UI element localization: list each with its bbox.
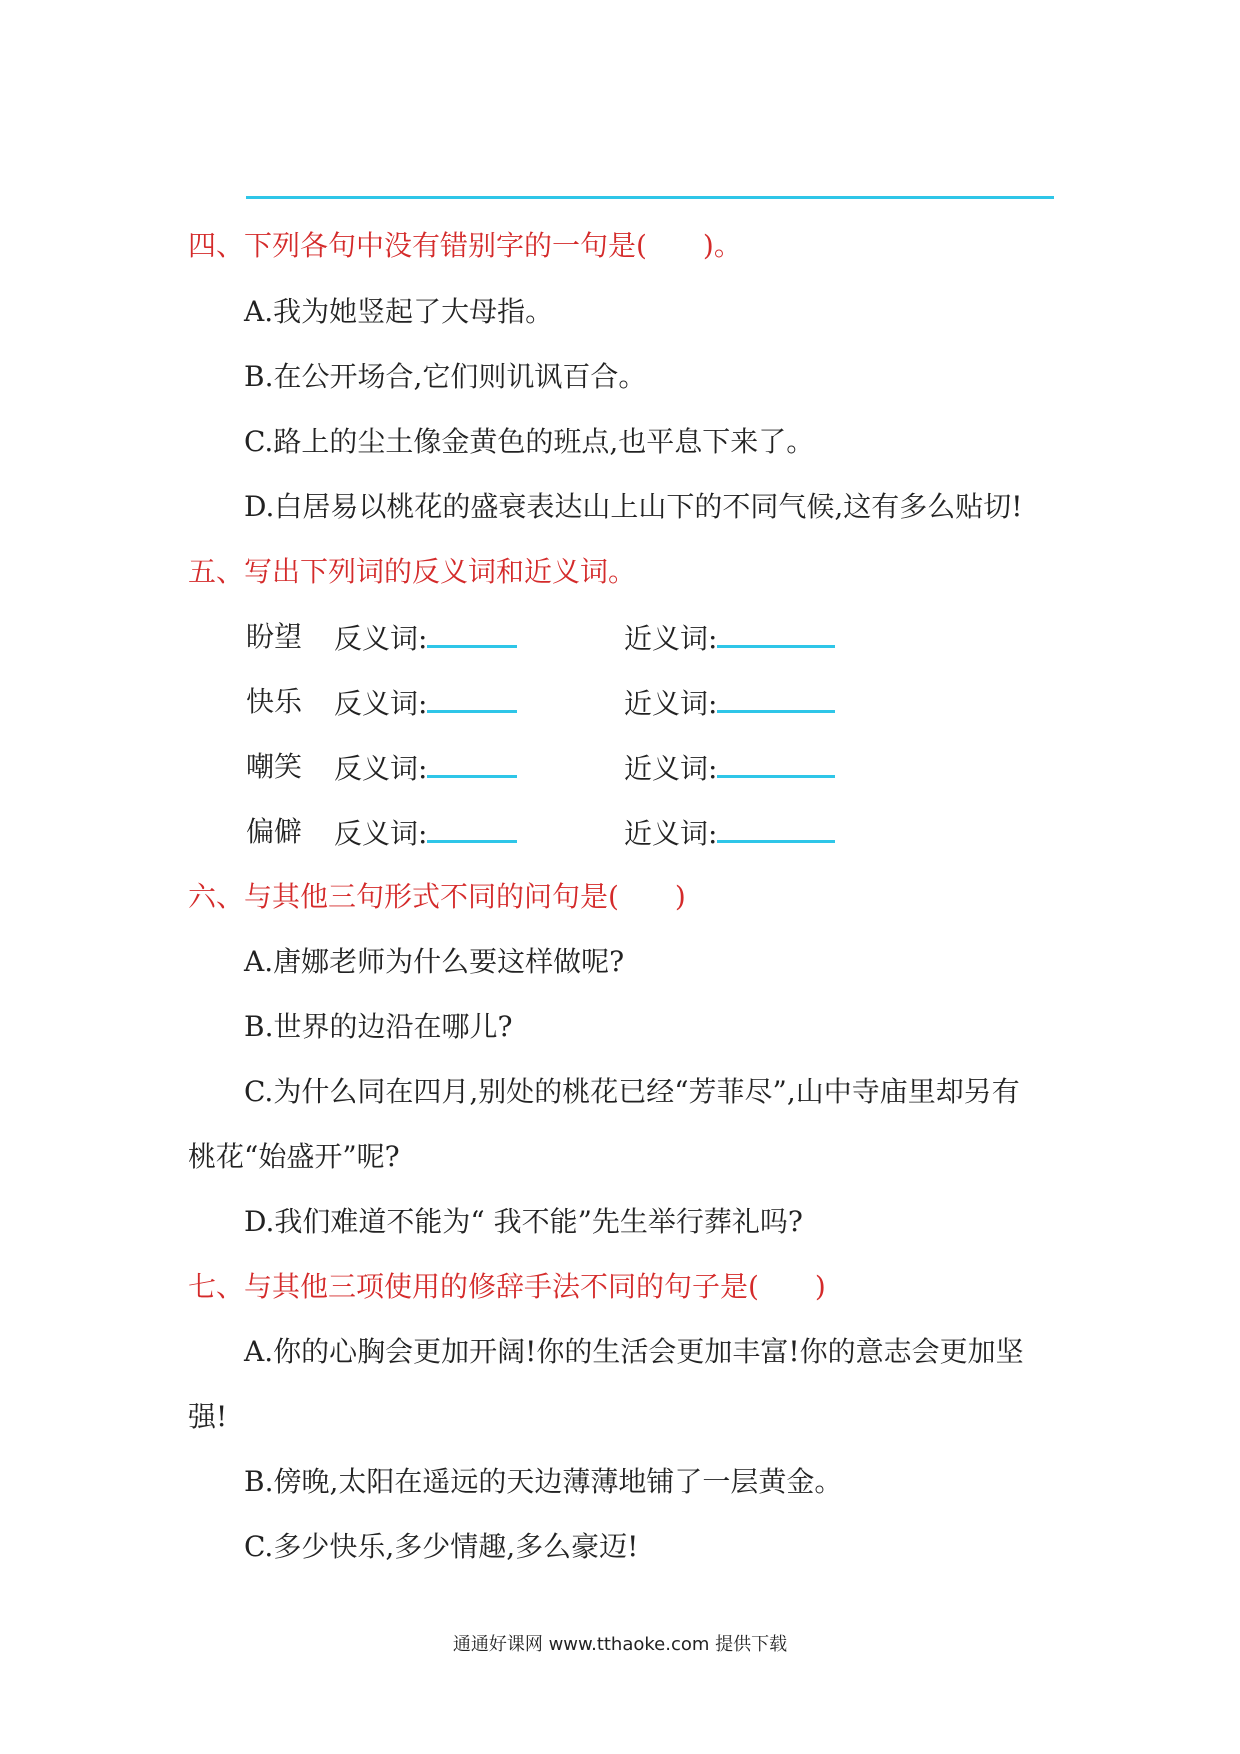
antonym-row-2 (334, 684, 517, 722)
antonym-label: 反义词: (334, 752, 428, 785)
synonym-blank-2[interactable] (717, 684, 835, 713)
section-6-option-c-line-2: 桃花“始盛开”呢? (188, 1140, 400, 1173)
antonym-label: 反义词: (334, 687, 428, 720)
synonym-row-2 (624, 684, 835, 722)
synonym-row-1 (624, 619, 835, 657)
section-4-title: 四、下列各句中没有错别字的一句是( )。 (188, 229, 742, 262)
section-7-title: 七、与其他三项使用的修辞手法不同的句子是( ) (188, 1270, 826, 1303)
antonym-label: 反义词: (334, 622, 428, 655)
antonym-blank-2[interactable] (427, 684, 517, 713)
section-7-option-b: B.傍晚,太阳在遥远的天边薄薄地铺了一层黄金。 (244, 1465, 843, 1498)
antonym-blank-4[interactable] (427, 814, 517, 843)
synonym-blank-4[interactable] (717, 814, 835, 843)
antonym-row-3 (334, 749, 517, 787)
section-7-option-a-line-2: 强! (188, 1400, 228, 1433)
section-4-option-d: D.白居易以桃花的盛衰表达山上山下的不同气候,这有多么贴切! (244, 490, 1023, 523)
synonym-label: 近义词: (624, 687, 718, 720)
section-7-option-a-line-1: A.你的心胸会更加开阔!你的生活会更加丰富!你的意志会更加坚 (244, 1335, 1024, 1368)
section-4-option-a: A.我为她竖起了大母指。 (244, 295, 554, 328)
top-divider-line (246, 196, 1054, 199)
antonym-blank-3[interactable] (427, 749, 517, 778)
synonym-row-4 (624, 814, 835, 852)
word-3: 嘲笑 (246, 750, 303, 783)
synonym-blank-3[interactable] (717, 749, 835, 778)
section-6-option-b: B.世界的边沿在哪儿? (244, 1010, 513, 1043)
antonym-label: 反义词: (334, 817, 428, 850)
word-4: 偏僻 (246, 815, 303, 848)
section-6-option-c-line-1: C.为什么同在四月,别处的桃花已经“芳菲尽”,山中寺庙里却另有 (244, 1075, 1020, 1108)
synonym-blank-1[interactable] (717, 619, 835, 648)
antonym-blank-1[interactable] (427, 619, 517, 648)
synonym-row-3 (624, 749, 835, 787)
section-4-option-b: B.在公开场合,它们则讥讽百合。 (244, 360, 647, 393)
section-6-option-a: A.唐娜老师为什么要这样做呢? (244, 945, 625, 978)
section-4-option-c: C.路上的尘土像金黄色的班点,也平息下来了。 (244, 425, 815, 458)
word-1: 盼望 (246, 620, 303, 653)
section-6-title: 六、与其他三句形式不同的问句是( ) (188, 880, 686, 913)
word-2: 快乐 (246, 685, 303, 718)
footer-source-text: 通通好课网 www.tthaoke.com 提供下载 (452, 1634, 788, 1655)
synonym-label: 近义词: (624, 817, 718, 850)
section-7-option-c: C.多少快乐,多少情趣,多么豪迈! (244, 1530, 639, 1563)
antonym-row-4 (334, 814, 517, 852)
section-6-option-d: D.我们难道不能为“ 我不能”先生举行葬礼吗? (244, 1205, 803, 1238)
section-5-title: 五、写出下列词的反义词和近义词。 (188, 555, 637, 588)
synonym-label: 近义词: (624, 752, 718, 785)
synonym-label: 近义词: (624, 622, 718, 655)
antonym-row-1 (334, 619, 517, 657)
